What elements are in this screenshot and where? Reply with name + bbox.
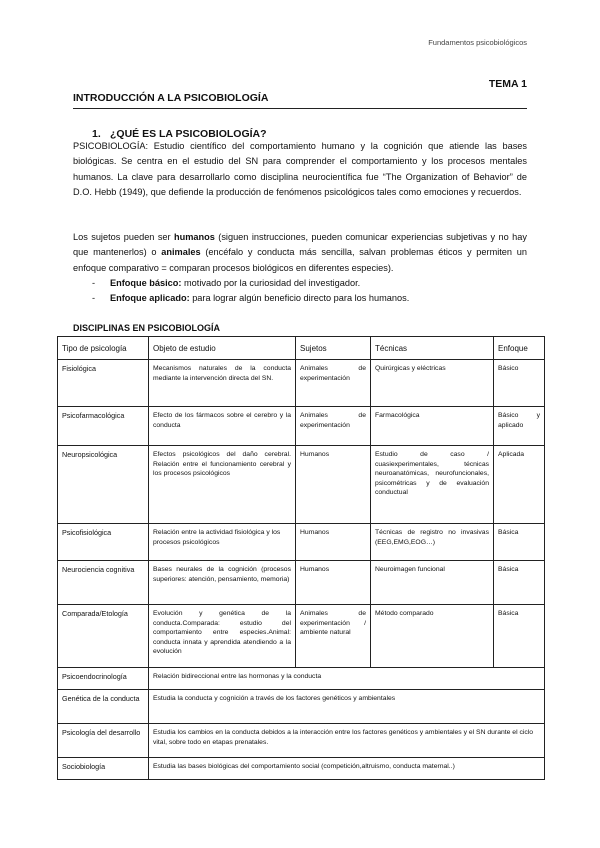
subjects-animales: animales <box>161 247 201 258</box>
table-cell: Básica <box>494 605 545 668</box>
header-cell: Tipo de psicología <box>58 337 149 360</box>
table-cell: Psicología del desarrollo <box>58 724 149 758</box>
table-cell: Método comparado <box>371 605 494 668</box>
table-cell: Psicofarmacológica <box>58 407 149 446</box>
subjects-text-2: (siguen instrucciones, pueden comunicar experiencias subjetivas y no hay que mantenerlos) o <box>73 232 527 258</box>
table-cell: Efecto de los fármacos sobre el cerebro y la conducta <box>149 407 296 446</box>
subjects-text-3: (encéfalo y conducta más sencilla, salvan problemas éticos y permiten un enfoque comparativo = comparan procesos biológicos en diferentes especies). <box>73 247 527 273</box>
table-cell: Humanos <box>296 524 371 561</box>
tema-label: TEMA 1 <box>488 78 527 90</box>
table-row <box>58 758 545 780</box>
table-row <box>58 446 545 524</box>
table-cell: Básica <box>494 561 545 605</box>
subjects-humanos: humanos <box>174 232 215 242</box>
table-cell: Estudio de caso / cuasiexperimentales, técnicas neuroanatómicas, neurofuncionales, psicométricas y de evaluación conductual <box>371 446 494 524</box>
header-cell: Técnicas <box>371 337 494 360</box>
table-cell: Relación bidireccional entre las hormonas y la conducta <box>149 668 545 690</box>
subjects-paragraph <box>73 230 527 276</box>
table-cell: Humanos <box>296 561 371 605</box>
table-cell: Estudia las bases biológicas del comportamiento social (competición,altruismo, conducta maternal..) <box>149 758 545 780</box>
table-cell: Quirúrgicas y eléctricas <box>371 360 494 407</box>
table-row <box>58 724 545 758</box>
table-cell: Básico y aplicado <box>494 407 545 446</box>
table-cell: Relación entre la actividad fisiológica y los procesos psicológicos <box>149 524 296 561</box>
table-cell: Aplicada <box>494 446 545 524</box>
table-cell: Estudia la conducta y cognición a través de los factores genéticos y ambientales <box>149 690 545 724</box>
table-cell: Animales de experimentación <box>296 360 371 407</box>
header-cell: Enfoque <box>494 337 545 360</box>
table-cell: Animales de experimentación / ambiente natural <box>296 605 371 668</box>
table-cell: Bases neurales de la cognición (procesos superiores: atención, pensamiento, memoria) <box>149 561 296 605</box>
table-cell: Mecanismos naturales de la conducta mediante la intervención directa del SN. <box>149 360 296 407</box>
table-cell: Psicoendocrinología <box>58 668 149 690</box>
definition-paragraph: PSICOBIOLOGÍA: Estudio científico del comportamiento humano y la cognición que atiende las bases biológicas. Se centra en el estudio del SN para comprender el comportamiento y los procesos mentales humanos. La clave para desarrollarlo como disciplina neurocientífica fue “The Organization of Behavior” de D.O. Hebb (1949), que defiende la producción de fenómenos psicológicos tales como emociones y recuerdos. <box>73 141 527 197</box>
table-header-row <box>58 337 545 360</box>
bullet-text: para lograr algún beneficio directo para los humanos. <box>189 293 410 304</box>
list-item <box>92 291 527 306</box>
table-row <box>58 524 545 561</box>
disciplines-table <box>57 336 545 780</box>
table-cell: Efectos psicológicos del daño cerebral. Relación entre el funcionamiento cerebral y los procesos psicológicos <box>149 446 296 524</box>
table-row <box>58 407 545 446</box>
table-cell: Básico <box>494 360 545 407</box>
table-cell: Sociobiología <box>58 758 149 780</box>
header-cell: Objeto de estudio <box>149 337 296 360</box>
table-row <box>58 605 545 668</box>
table-cell: Neuropsicológica <box>58 446 149 524</box>
page-title: INTRODUCCIÓN A LA PSICOBIOLOGÍA <box>73 92 269 104</box>
table-cell: Estudia los cambios en la conducta debidos a la interacción entre los factores genéticos y ambientales y el SN durante el ciclo vital, sobre todo en etapas prenatales. <box>149 724 545 758</box>
header-cell: Sujetos <box>296 337 371 360</box>
bullet-dash: - <box>92 278 96 288</box>
table-row <box>58 360 545 407</box>
table-cell: Evolución y genética de la conducta.Comparada: estudio del comportamiento entre especies.Animal: conducta innata y aprendida atendiendo a la evolución <box>149 605 296 668</box>
table-cell: Psicofisiológica <box>58 524 149 561</box>
bullet-text: motivado por la curiosidad del investigador. <box>181 278 361 288</box>
bullet-term: Enfoque aplicado: <box>110 293 190 304</box>
bullet-dash: - <box>92 293 96 304</box>
table-row <box>58 668 545 690</box>
table-row <box>58 690 545 724</box>
approach-list <box>92 276 527 307</box>
table-cell: Humanos <box>296 446 371 524</box>
list-item <box>92 276 527 291</box>
table-cell: Técnicas de registro no invasivas (EEG,EMG,EOG…) <box>371 524 494 561</box>
bullet-term: Enfoque básico: <box>110 278 182 288</box>
table-cell: Farmacológica <box>371 407 494 446</box>
subjects-text-1: Los sujetos pueden ser <box>73 232 175 242</box>
table-cell: Animales de experimentación <box>296 407 371 446</box>
section-title: ¿QUÉ ES LA PSICOBIOLOGÍA? <box>110 128 267 140</box>
table-cell: Neurociencia cognitiva <box>58 561 149 605</box>
table-cell: Neuroimagen funcional <box>371 561 494 605</box>
table-cell: Genética de la conducta <box>58 690 149 724</box>
table-cell: Básica <box>494 524 545 561</box>
table-row <box>58 561 545 605</box>
table-cell: Comparada/Etología <box>58 605 149 668</box>
title-divider <box>73 108 527 109</box>
running-header: Fundamentos psicobiológicos <box>428 38 527 47</box>
table-title: DISCIPLINAS EN PSICOBIOLOGÍA <box>73 323 221 333</box>
section-number: 1. <box>92 128 101 140</box>
table-cell: Fisiológica <box>58 360 149 407</box>
